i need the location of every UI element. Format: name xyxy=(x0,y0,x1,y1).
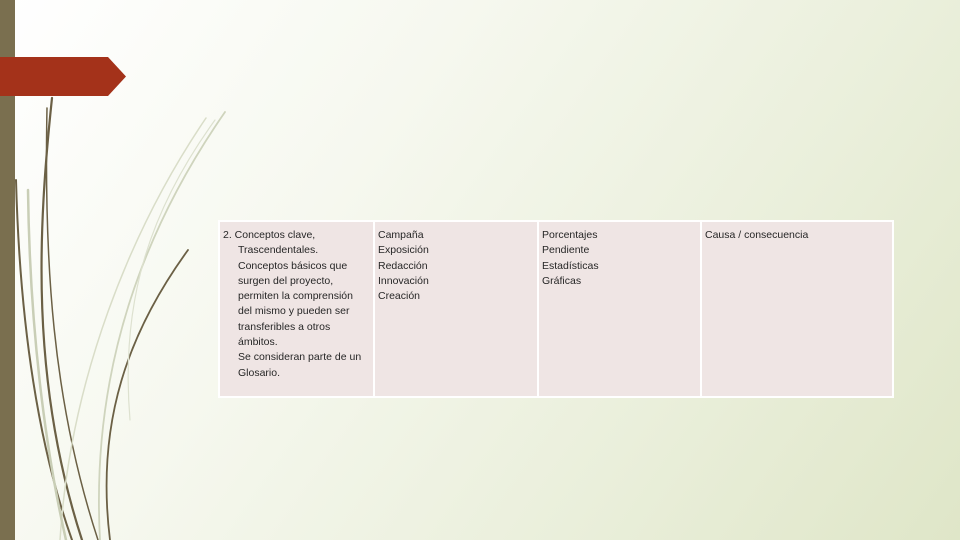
cell-line: Glosario. xyxy=(238,366,281,379)
cell-line: Estadísticas xyxy=(542,259,599,272)
cell-line: Innovación xyxy=(378,274,429,287)
curved-lines-decoration-icon xyxy=(0,0,240,540)
cell-line: Se consideran parte de un xyxy=(238,351,362,364)
table-row xyxy=(219,221,893,397)
cell-line: del mismo y pueden ser xyxy=(238,305,350,318)
cell-line: Campaña xyxy=(378,229,424,241)
cell-line: Causa / consecuencia xyxy=(705,229,809,241)
cell-line: ámbitos. xyxy=(238,336,278,349)
cell-line: Porcentajes xyxy=(542,229,598,241)
cell-line: Trascendentales. xyxy=(238,244,319,257)
table-cell-cause xyxy=(701,221,893,397)
cell-line: 2. Conceptos clave, xyxy=(223,229,316,241)
cell-line: Redacción xyxy=(378,259,428,272)
table-cell-terms xyxy=(374,221,538,397)
cell-line: permiten la comprensión xyxy=(238,290,353,303)
table-cell-concepts xyxy=(219,221,374,397)
cell-line: Pendiente xyxy=(542,244,590,257)
content-table xyxy=(218,220,894,398)
cell-line: transferibles a otros xyxy=(238,320,331,333)
cell-line: surgen del proyecto, xyxy=(238,274,334,287)
cell-line: Conceptos básicos que xyxy=(238,259,348,272)
table-cell-math xyxy=(538,221,701,397)
cell-line: Gráficas xyxy=(542,274,582,287)
cell-line: Creación xyxy=(378,290,421,303)
cell-line: Exposición xyxy=(378,244,429,257)
